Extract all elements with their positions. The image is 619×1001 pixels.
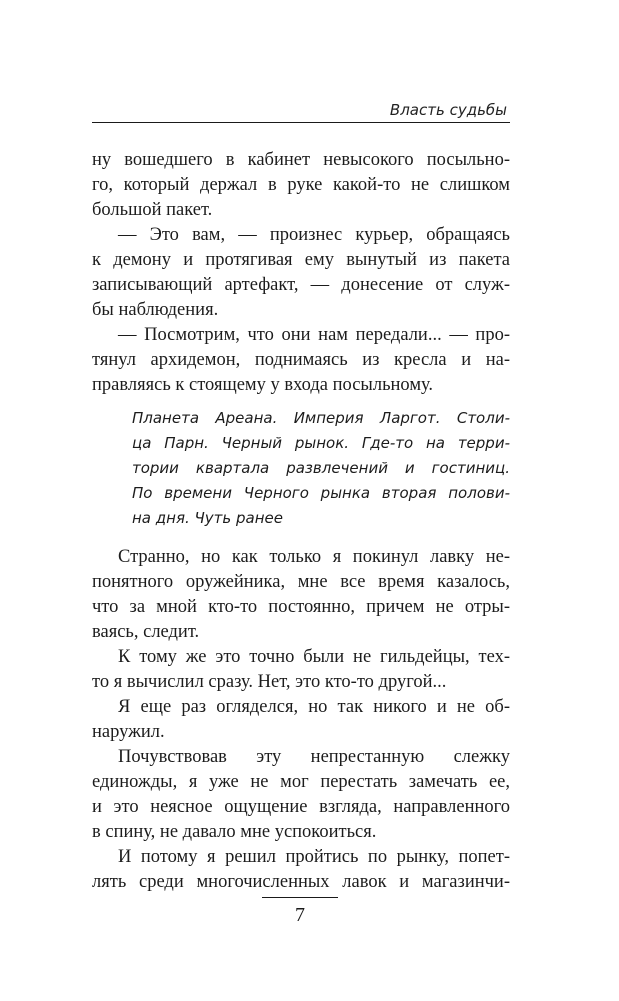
text-line: — Это вам, — произнес курьер, обращаясь [118,225,510,245]
scene-line: ца Парн. Черный рынок. Где-то на терри- [132,434,510,452]
text-line: бы наблюдения. [92,300,219,320]
text-line: в спину, не давало мне успокоиться. [92,822,377,842]
scene-line: тории квартала развлечений и гостиниц. [132,459,510,477]
footer-rule [262,897,338,898]
text-line: большой пакет. [92,200,213,220]
text-line: — Посмотрим, что они нам передали... — про- [118,325,510,345]
running-head: Власть судьбы [389,101,507,119]
text-line: Почувствовав эту непрестанную слежку [118,747,510,767]
text-line: го, который держал в руке какой-то не слишком [92,175,510,195]
scene-line: По времени Черного рынка вторая полови- [132,484,510,502]
text-block-top [92,148,510,398]
text-line: понятного оружейника, мне все время казалось, [92,572,510,592]
text-line: ну вошедшего в кабинет невысокого посыльно- [92,150,510,170]
text-line: к демону и протягивая ему вынутый из пакета [92,250,510,270]
text-line: наружил. [92,722,165,742]
text-line: Странно, но как только я покинул лавку не- [118,547,510,567]
text-line: тянул архидемон, поднимаясь из кресла и на- [92,350,510,370]
text-line: К тому же это точно были не гильдейцы, тех- [118,647,510,667]
page-number: 7 [295,904,305,926]
text-line: единожды, я уже не мог перестать замечать ее, [92,772,510,792]
scene-line: Планета Ареана. Империя Ларгот. Столи- [132,409,510,427]
text-line: Я еще раз огляделся, но так никого и не об- [118,697,510,717]
text-line: правляясь к стоящему у входа посыльному. [92,375,434,395]
text-line: что за мной кто-то постоянно, причем не отры- [92,597,510,617]
text-line: записывающий артефакт, — донесение от служ- [92,275,510,295]
text-line: И потому я решил пройтись по рынку, попет- [118,847,510,867]
header-rule [92,122,510,123]
text-line: ваясь, следит. [92,622,200,642]
scene-heading [132,406,510,531]
text-line: лять среди многочисленных лавок и магазинчи- [92,872,510,892]
text-block-bottom [92,545,510,895]
text-line: и это неясное ощущение взгляда, направленного [92,797,510,817]
text-line: то я вычислил сразу. Нет, это кто-то другой... [92,672,447,692]
scene-line: на дня. Чуть ранее [132,509,283,527]
